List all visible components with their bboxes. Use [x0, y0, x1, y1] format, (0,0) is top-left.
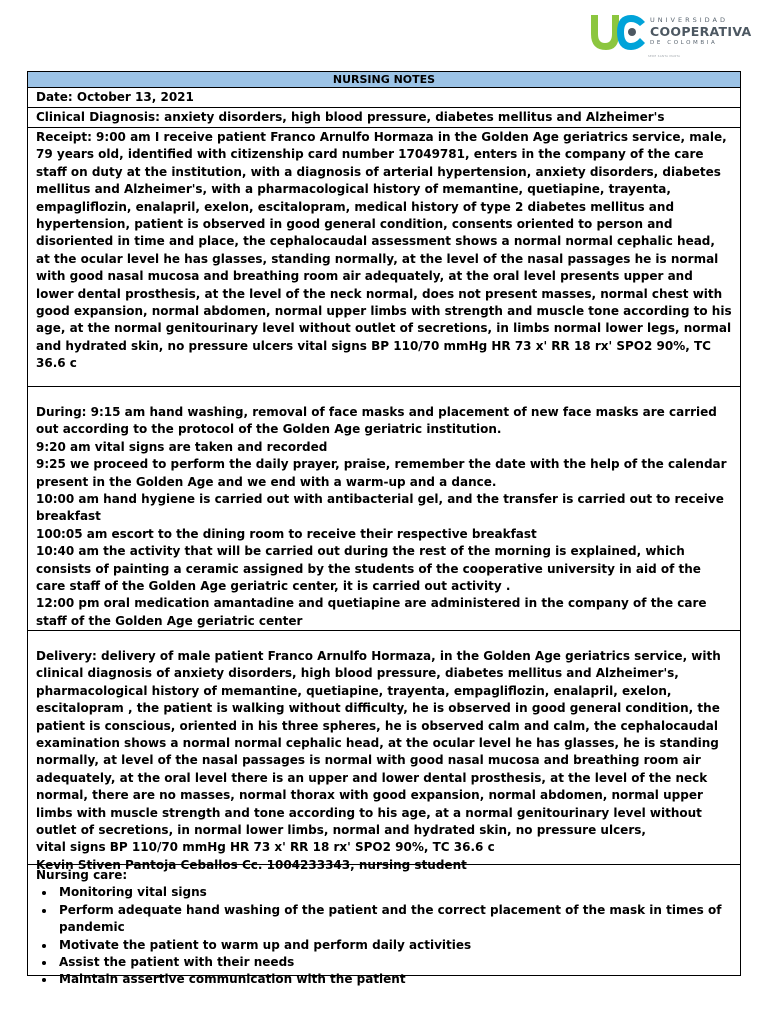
list-item: Maintain assertive communication with the patient	[36, 971, 732, 988]
during-section	[28, 387, 740, 631]
list-item: Perform adequate hand washing of the patient and the correct placement of the mask in times of pandemic	[36, 902, 732, 937]
during-line: 10:40 am the activity that will be carried out during the rest of the morning is explained, which consists of painting a ceramic assigned by the students of the cooperative university in aid of the care staff of the Golden Age geriatric center, it is carried out activity .	[36, 544, 701, 594]
during-line: During: 9:15 am hand washing, removal of face masks and placement of new face masks are carried out according to the protocol of the Golden Age geriatric institution.	[36, 405, 717, 437]
delivery-signature: Kevin Stiven Pantoja Ceballos Cc. 1004233343, nursing student	[36, 857, 467, 872]
nursing-care-list	[36, 884, 732, 988]
notes-header: NURSING NOTES	[28, 72, 740, 88]
notes-date: Date: October 13, 2021	[28, 88, 740, 108]
delivery-text: Delivery: delivery of male patient Franco Arnulfo Hormaza, in the Golden Age geriatrics service, with clinical diagnosis of anxiety disorders, high blood pressure, diabetes mellitus and Alzheimer's, pharmacological history of memantine, quetiapine, trayenta, empagliflozin, enalapril, exelon, escitalopram , the patient is walking without difficulty, he is observed in good general condition, the patient is conscious, oriented in his three spheres, he is observed calm and calm, the cephalocaudal examination shows a normal normal cephalic head, at the ocular level he has glasses, he is standing normally, at level of the nasal passages is normal with good nasal mucosa and breathing room air adequately, at the oral level there is an upper and lower dental prosthesis, at the level of the neck normal, there are no masses, normal thorax with good expansion, normal abdomen, normal upper limbs with muscle strength and tone according to his age, at a normal genitourinary level without outlet of secretions, in normal lower limbs, normal and hydrated skin, no pressure ulcers,	[36, 649, 721, 838]
nursing-care-section	[28, 865, 740, 987]
during-line: 9:20 am vital signs are taken and recorded	[36, 439, 328, 454]
clinical-diagnosis: Clinical Diagnosis: anxiety disorders, high blood pressure, diabetes mellitus and Alzheimer's	[28, 108, 740, 128]
during-line: 12:00 pm oral medication amantadine and quetiapine are administered in the company of the care staff of the Golden Age geriatric center	[36, 596, 707, 628]
delivery-section	[28, 631, 740, 872]
during-line: 100:05 am escort to the dining room to receive their respective breakfast	[36, 526, 537, 541]
uc-logo-icon	[588, 12, 648, 56]
during-line: 9:25 we proceed to perform the daily prayer, praise, remember the date with the help of the calendar present in the Golden Age and we end with a warm-up and a dance.	[36, 457, 727, 489]
logo-tagline: SEDE SANTA MARTA	[648, 55, 681, 58]
list-item: Assist the patient with their needs	[36, 954, 732, 971]
logo-text-cooperativa: COOPERATIVA	[650, 24, 752, 39]
receipt-section	[28, 128, 740, 387]
list-item: Monitoring vital signs	[36, 884, 732, 901]
list-item: Motivate the patient to warm up and perform daily activities	[36, 937, 732, 954]
receipt-text: Receipt: 9:00 am I receive patient Franco Arnulfo Hormaza in the Golden Age geriatrics service, male, 79 years old, identified with citizenship card number 17049781, enters in the company of the care staff on duty at the institution, with a diagnosis of arterial hypertension, anxiety disorders, diabetes mellitus and Alzheimer's, with a pharmacological history of memantine, quetiapine, trayenta, empagliflozin, enalapril, exelon, escitalopram, medical history of type 2 diabetes mellitus and hypertension, patient is observed in good general condition, consents oriented to person and disoriented in time and place, the cephalocaudal assessment shows a normal normal cephalic head, at the ocular level he has glasses, standing normally, at the level of the nasal passages he is normal with good nasal mucosa and breathing room air adequately, at the oral level presents upper and lower dental prosthesis, at the level of the neck normal, does not present masses, normal chest with good expansion, normal abdomen, normal upper limbs with strength and muscle tone according to his age, at the normal genitourinary level without outlet of secretions, in limbs normal lower legs, normal and hydrated skin, no pressure ulcers vital signs BP 110/70 mmHg HR 73 x' RR 18 rx' SPO2 90%, TC 36.6 c	[36, 130, 732, 371]
during-line: 10:00 am hand hygiene is carried out with antibacterial gel, and the transfer is carried out to receive breakfast	[36, 492, 724, 524]
delivery-vital-signs: vital signs BP 110/70 mmHg HR 73 x' RR 18 rx' SPO2 90%, TC 36.6 c	[36, 840, 495, 855]
nursing-care-title: Nursing care:	[36, 868, 128, 882]
logo-text-universidad: UNIVERSIDAD	[650, 16, 728, 24]
logo-text-de-colombia: DE COLOMBIA	[650, 40, 718, 46]
university-logo	[588, 12, 758, 60]
nursing-notes-table	[27, 71, 741, 987]
